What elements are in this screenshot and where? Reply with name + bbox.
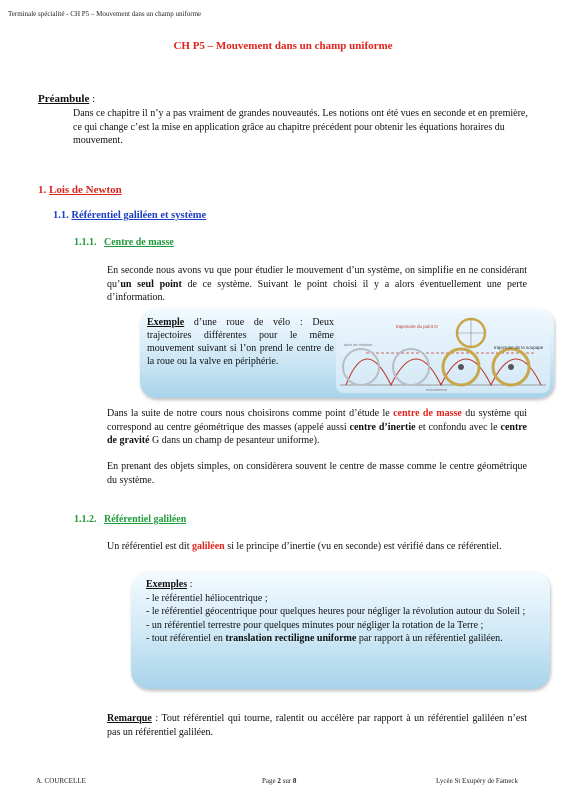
footer-page-number: Page 2 sur 8 <box>262 777 297 785</box>
list-item: - le référentiel géocentrique pour quelques heures pour négliger la révolution autour du Soleil ; <box>146 606 526 617</box>
paragraph-referentiel-galileen: Un référentiel est dit galiléen si le principe d’inertie (vu en seconde) est vérifié dans ce référentiel. <box>107 541 502 552</box>
section-heading-1-1-1: 1.1.1. Centre de masse <box>74 237 174 248</box>
paragraph-centre-de-masse-intro: En seconde nous avons vu que pour étudier le mouvement d’un système, on simplifie en ne considérant qu’un seul point de ce système. Suivant le point choisi il y a alors éventuellement une perte d’information. <box>107 265 527 303</box>
example-text-wheel: Exemple d’une roue de vélo : Deux trajectoires différentes pour le même mouvement suivant si l’on prend le centre de la roue ou la valve en périphérie. <box>147 317 334 367</box>
bicycle-wheel-illustration <box>336 313 550 393</box>
illus-label-bottom: mouvement <box>426 387 447 392</box>
list-item: - tout référentiel en translation rectiligne uniforme par rapport à un référentiel galiléen. <box>146 633 503 644</box>
paragraph-objets-simples: En prenant des objets simples, on considèrera souvent le centre de masse comme le centre géométrique du système. <box>107 461 527 486</box>
illus-label-left: suivi de rotation <box>344 342 373 347</box>
preambule-text: Dans ce chapitre il n’y a pas vraiment de grandes nouveautés. Les notions ont été vues en seconde et en première, ce qui change c’est la mise en application grâce au chapitre précédent pour obtenir les équations horaires du mouvement. <box>73 108 528 146</box>
section-heading-1-1: 1.1. Référentiel galiléen et système <box>53 210 207 221</box>
list-item: - le référentiel héliocentrique ; <box>146 592 268 604</box>
page-title: CH P5 – Mouvement dans un champ uniforme <box>173 40 393 52</box>
examples-heading: Exemples : <box>146 579 193 590</box>
remark-label: Remarque <box>107 713 152 724</box>
preambule-label: Préambule <box>38 93 90 105</box>
paragraph-centre-de-masse-definition: Dans la suite de notre cours nous choisirons comme point d’étude le centre de masse du système qui correspond au centre géométrique des masses (appelé aussi centre d’inertie et confondu avec le centre de gravité G dans un champ de pesanteur uniforme). <box>107 408 527 446</box>
section-heading-1: 1. Lois de Newton <box>38 184 122 196</box>
running-header: Terminale spécialité - CH P5 – Mouvement dans un champ uniforme <box>8 10 202 18</box>
footer-school: Lycée St Exupéry de Fameck <box>436 777 519 785</box>
examples-text-referentiels <box>146 578 539 646</box>
list-item: - un référentiel terrestre pour quelques minutes pour négliger la rotation de la Terre ; <box>146 619 484 631</box>
remark-paragraph: Remarque : Tout référentiel qui tourne, ralentit ou accélère par rapport à un référentiel galiléen n’est pas un référentiel galiléen. <box>107 713 527 738</box>
illus-label-valve: trajectoire de la soupape <box>494 345 544 350</box>
footer-author: A. COURCELLE <box>36 777 86 785</box>
section-heading-1-1-2: 1.1.2. Référentiel galiléen <box>74 514 187 525</box>
preambule-heading: Préambule : <box>38 93 96 105</box>
illus-label-center: trajectoire du point O <box>396 324 438 329</box>
